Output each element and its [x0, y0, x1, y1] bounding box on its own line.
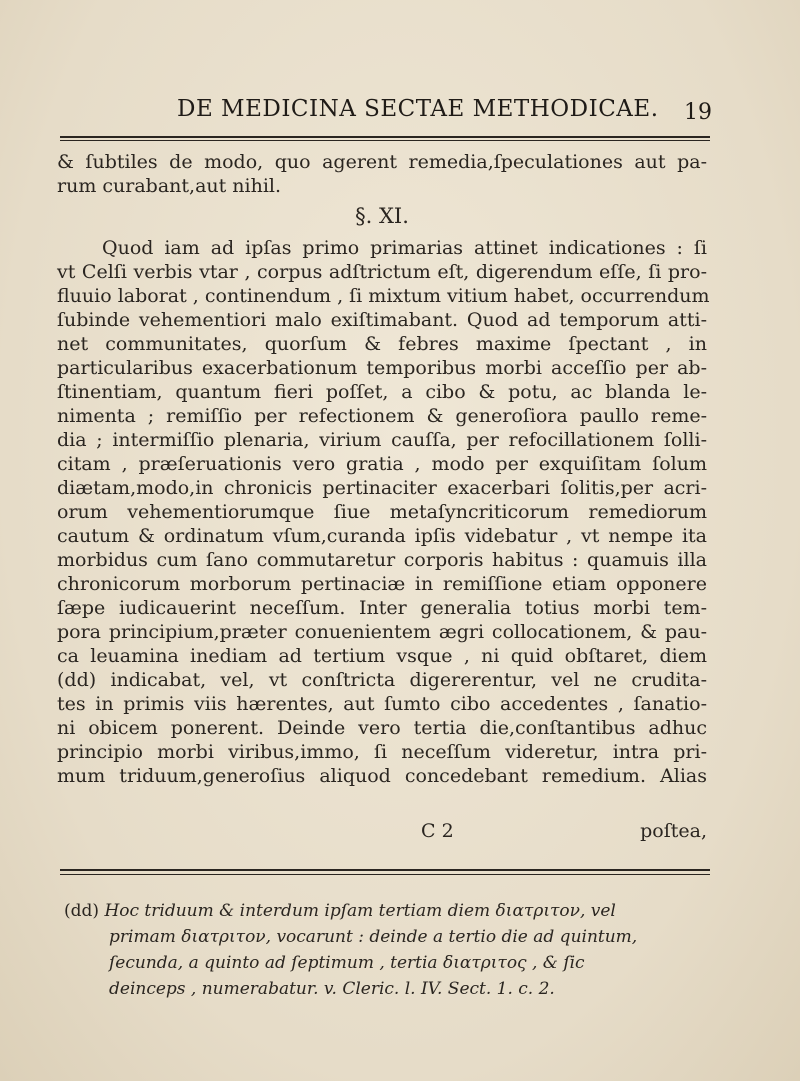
text-line: ni obicem ponerent. Deinde vero tertia die,conſtantibus adhuc	[57, 717, 707, 739]
footnote-line: Hoc triduum & interdum ipſam tertiam diem διατριτον, vel	[104, 901, 616, 921]
footnote	[64, 898, 714, 1002]
text-line: rum curabant,aut nihil.	[57, 175, 282, 197]
signature-mark: C 2	[421, 820, 454, 842]
footnote-label: (dd)	[64, 901, 100, 921]
text-line: pora principium,præter conuenientem ægri collocationem, & pau-	[57, 621, 707, 643]
running-title: DE MEDICINA SECTAE METHODICAE.	[177, 96, 659, 122]
text-line: ſtinentiam, quantum fieri poſſet, a cibo & potu, ac blanda le-	[57, 381, 707, 403]
section-heading: §. XI.	[355, 204, 409, 228]
text-line: mum triduum,generoſius aliquod concedebant remedium. Alias	[57, 765, 707, 787]
text-line: ſæpe iudicauerint neceſſum. Inter generalia totius morbi tem-	[57, 597, 707, 619]
text-line: particularibus exacerbationum temporibus morbi acceſſio per ab-	[57, 357, 707, 379]
text-line: orum vehementiorumque ſiue metaſyncriticorum remediorum	[57, 501, 707, 523]
text-line: morbidus cum ſano commutaretur corporis habitus : quamuis illa	[57, 549, 707, 571]
text-line: Quod iam ad ipſas primo primarias attinet indicationes : ſi	[102, 237, 707, 259]
text-line: cautum & ordinatum vſum,curanda ipſis videbatur , vt nempe ita	[57, 525, 707, 547]
text-line: diætam,modo,in chronicis pertinaciter exacerbari ſolitis,per acri-	[57, 477, 707, 499]
text-line: fluuio laborat , continendum , ſi mixtum vitium habet, occurrendum	[57, 285, 710, 307]
text-line: tes in primis viis hærentes, aut ſumto cibo accedentes , ſanatio-	[57, 693, 707, 715]
text-line: net communitates, quorſum & febres maxime ſpectant , in	[57, 333, 707, 355]
text-line: (dd) indicabat, vel, vt conſtricta digererentur, vel ne crudita-	[57, 669, 707, 691]
text-line: chronicorum morborum pertinaciæ in remiſſione etiam opponere	[57, 573, 707, 595]
text-line: nimenta ; remiſſio per refectionem & generoſiora paullo reme-	[57, 405, 707, 427]
signature-line	[57, 820, 707, 846]
text-line: dia ; intermiſſio plenaria, virium cauſſa, per refocillationem ſolli-	[57, 429, 707, 451]
footnote-rule	[60, 869, 710, 871]
running-header	[52, 96, 712, 132]
footnote-line: primam διατριτον, vocarunt : deinde a tertio die ad quintum,	[109, 927, 638, 947]
header-rule-thin	[60, 140, 710, 141]
main-text	[57, 150, 710, 788]
footnote-line: ſecunda, a quinto ad ſeptimum , tertia διατριτος , & ſic	[109, 953, 585, 973]
header-rule	[60, 136, 710, 138]
footnote-rule-thin	[60, 874, 710, 875]
text-line: ſubinde vehementiori malo exiſtimabant. Quod ad temporum atti-	[57, 309, 707, 331]
catchword: poſtea,	[640, 820, 707, 842]
footnote-line: deinceps , numerabatur. v. Cleric. l. IV. Sect. 1. c. 2.	[109, 979, 555, 999]
text-line: ca leuamina inediam ad tertium vsque , ni quid obſtaret, diem	[57, 645, 707, 667]
text-line: vt Celſi verbis vtar , corpus adſtrictum eſt, digerendum eſſe, ſi pro-	[57, 261, 707, 283]
text-line: citam , præſeruationis vero gratia , modo per exquiſitam ſolum	[57, 453, 707, 475]
text-line: & ſubtiles de modo, quo agerent remedia,ſpeculationes aut pa-	[57, 151, 707, 173]
text-line: principio morbi viribus,immo, ſi neceſſum videretur, intra pri-	[57, 741, 707, 763]
page-number: 19	[684, 100, 712, 125]
